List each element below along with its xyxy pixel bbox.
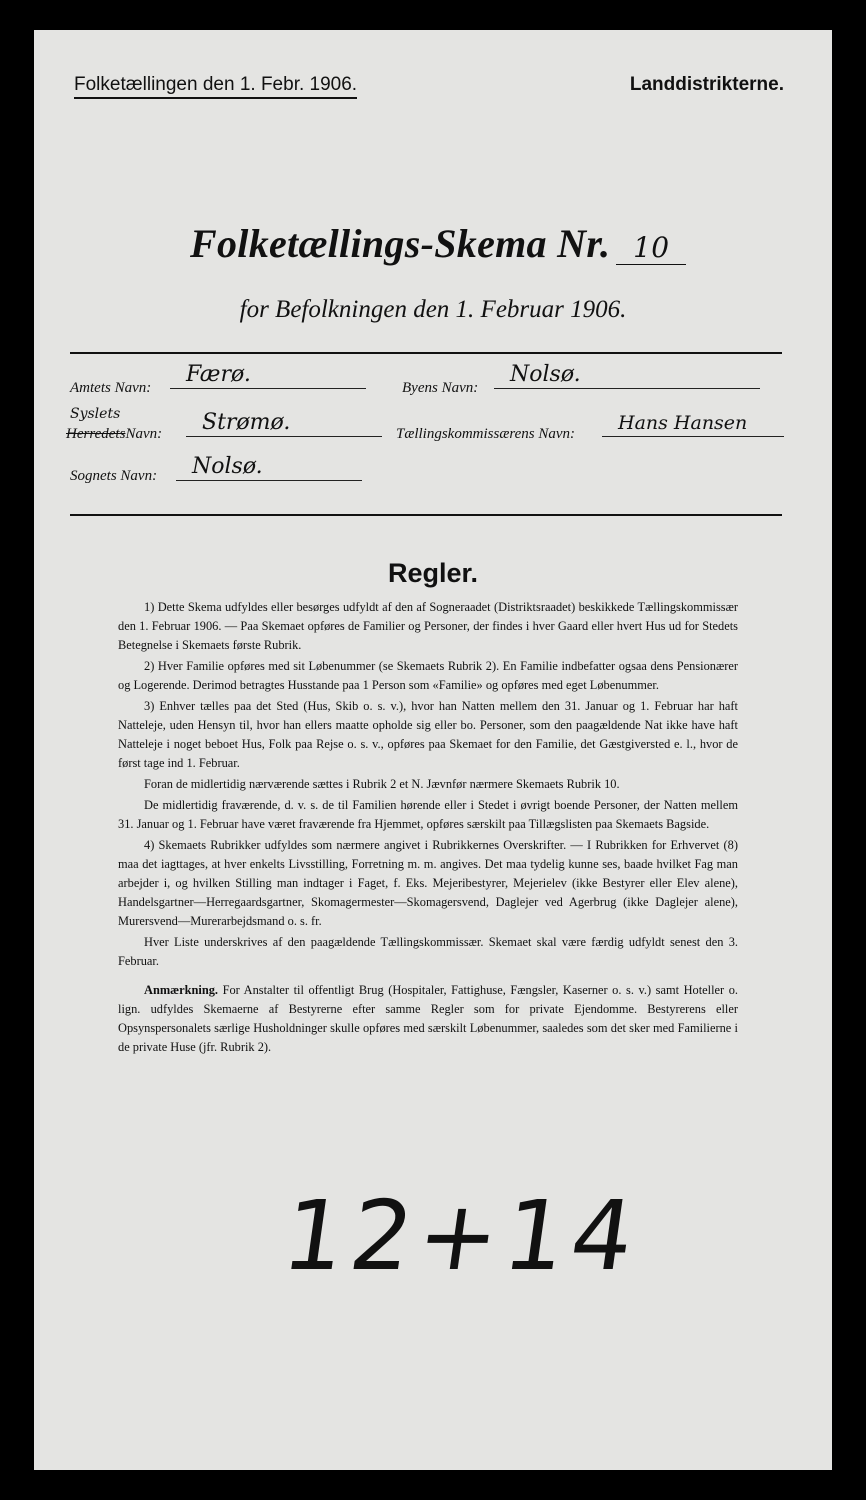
herred-value: Strømø. — [186, 410, 382, 437]
rule-paragraph: 4) Skemaets Rubrikker udfyldes som nærmere angivet i Rubrikkernes Overskrifter. — I Rubrikken for Erhvervet (8) maa det iagttages, at hver enkelts Livsstilling, Forretning m. m. angives. Det maa tydelig kunne ses, baade hvilket Fag man arbejder i, og hvilken Stilling man indtager i Faget, f. Eks. Mejeribestyrer, Mejerielev (ikke Bestyrer eller Elev alene), Handelsgartner—Herregaardsgartner, Skomagermester—Skomagersvend, Daglejer ved Agerbrug (ikke Daglejer alene), Murersvend—Murerarbejdsmand o. s. fr. — [118, 838, 738, 928]
rule-paragraph: 2) Hver Familie opføres med sit Løbenummer (se Skemaets Rubrik 2). En Familie indbefatter ogsaa dens Pensionærer og Logerende. Derimod betragtes Husstande paa 1 Person som «Familie» og opføres med eget Løbenummer. — [118, 659, 738, 692]
note-lead: Anmærkning. — [144, 983, 219, 997]
syssel-label: Syslets — [70, 406, 121, 422]
sogn-value: Nolsø. — [176, 454, 362, 481]
herred-label-rest: Navn: — [125, 426, 163, 442]
rules-text — [118, 598, 738, 1059]
rule-paragraph: De midlertidig fraværende, d. v. s. de til Familien hørende eller i Stedet i øvrigt boende Personer, der Natten mellem 31. Januar og 1. Februar have været fraværende fra Hjemmet, opføres særskilt paa Tillægslisten paa Skemaets Bagside. — [118, 798, 738, 831]
sogn-label: Sognets Navn: — [70, 468, 158, 484]
byen-label: Byens Navn: — [402, 380, 479, 396]
amt-value: Færø. — [170, 362, 366, 389]
rule-paragraph: Foran de midlertidig nærværende sættes i Rubrik 2 et N. Jævnfør nærmere Skemaets Rubrik 10. — [144, 777, 620, 791]
kommissaer-value: Hans Hansen — [602, 410, 784, 437]
form-title-text: Folketællings-Skema Nr. — [190, 221, 611, 266]
note-paragraph — [118, 981, 738, 1057]
amt-label: Amtets Navn: — [70, 380, 152, 396]
byen-value: Nolsø. — [494, 362, 760, 389]
district-type-header: Landdistrikterne. — [629, 74, 784, 95]
form-title — [190, 220, 686, 267]
herred-label — [66, 426, 162, 443]
kommissaer-label: Tællingskommissærens Navn: — [396, 426, 576, 442]
rules-heading: Regler. — [387, 558, 479, 588]
rule-paragraph: 3) Enhver tælles paa det Sted (Hus, Skib o. s. v.), hvor han Natten mellem den 31. Januar og 1. Februar har haft Natteleje, uden Hensyn til, hvor han ellers maatte opholde sig eller bo. Personer, som den paagældende Nat ikke have haft Natteleje i noget beboet Hus, Folk paa Rejse o. s. v., opføres paa Skemaet for den Familie, det Gæstgiversted e. l., hvor de først tage ind 1. Februar. — [118, 699, 738, 770]
note-text: For Anstalter til offentligt Brug (Hospitaler, Fattighuse, Fængsler, Kaserner o. s. v.) samt Hoteller o. lign. udfyldes Skemaerne af Bestyrerne efter samme Regler som for private Ejendomme. Bestyrerens eller Opsynspersonalets særlige Husholdninger skulle opføres med særskilt Løbenummer, saaledes som det sker med Familierne i de private Huse (jfr. Rubrik 2). — [118, 983, 738, 1054]
rule-paragraph: Hver Liste underskrives af den paagældende Tællingskommissær. Skemaet skal være færdig udfyldt senest den 3. Februar. — [118, 935, 738, 968]
census-form-sheet — [34, 30, 832, 1470]
form-number: 10 — [616, 231, 686, 265]
herred-label-struck: Herredets — [66, 426, 126, 442]
form-subtitle: for Befolkningen den 1. Februar 1906. — [239, 296, 627, 323]
bottom-divider — [70, 514, 782, 516]
census-header-left: Folketællingen den 1. Febr. 1906. — [74, 74, 357, 99]
rule-paragraph: 1) Dette Skema udfyldes eller besørges udfyldt af den af Sogneraadet (Distriktsraadet) beskikkede Tællingskommissær den 1. Februar 1906. — Paa Skemaet opføres de Familier og Personer, der findes i hver Gaard eller hvert Hus ud for Stedets Betegnelse i Skemaets første Rubrik. — [118, 600, 738, 652]
top-divider — [70, 352, 782, 354]
handwritten-note: 12+14 — [276, 1180, 647, 1292]
